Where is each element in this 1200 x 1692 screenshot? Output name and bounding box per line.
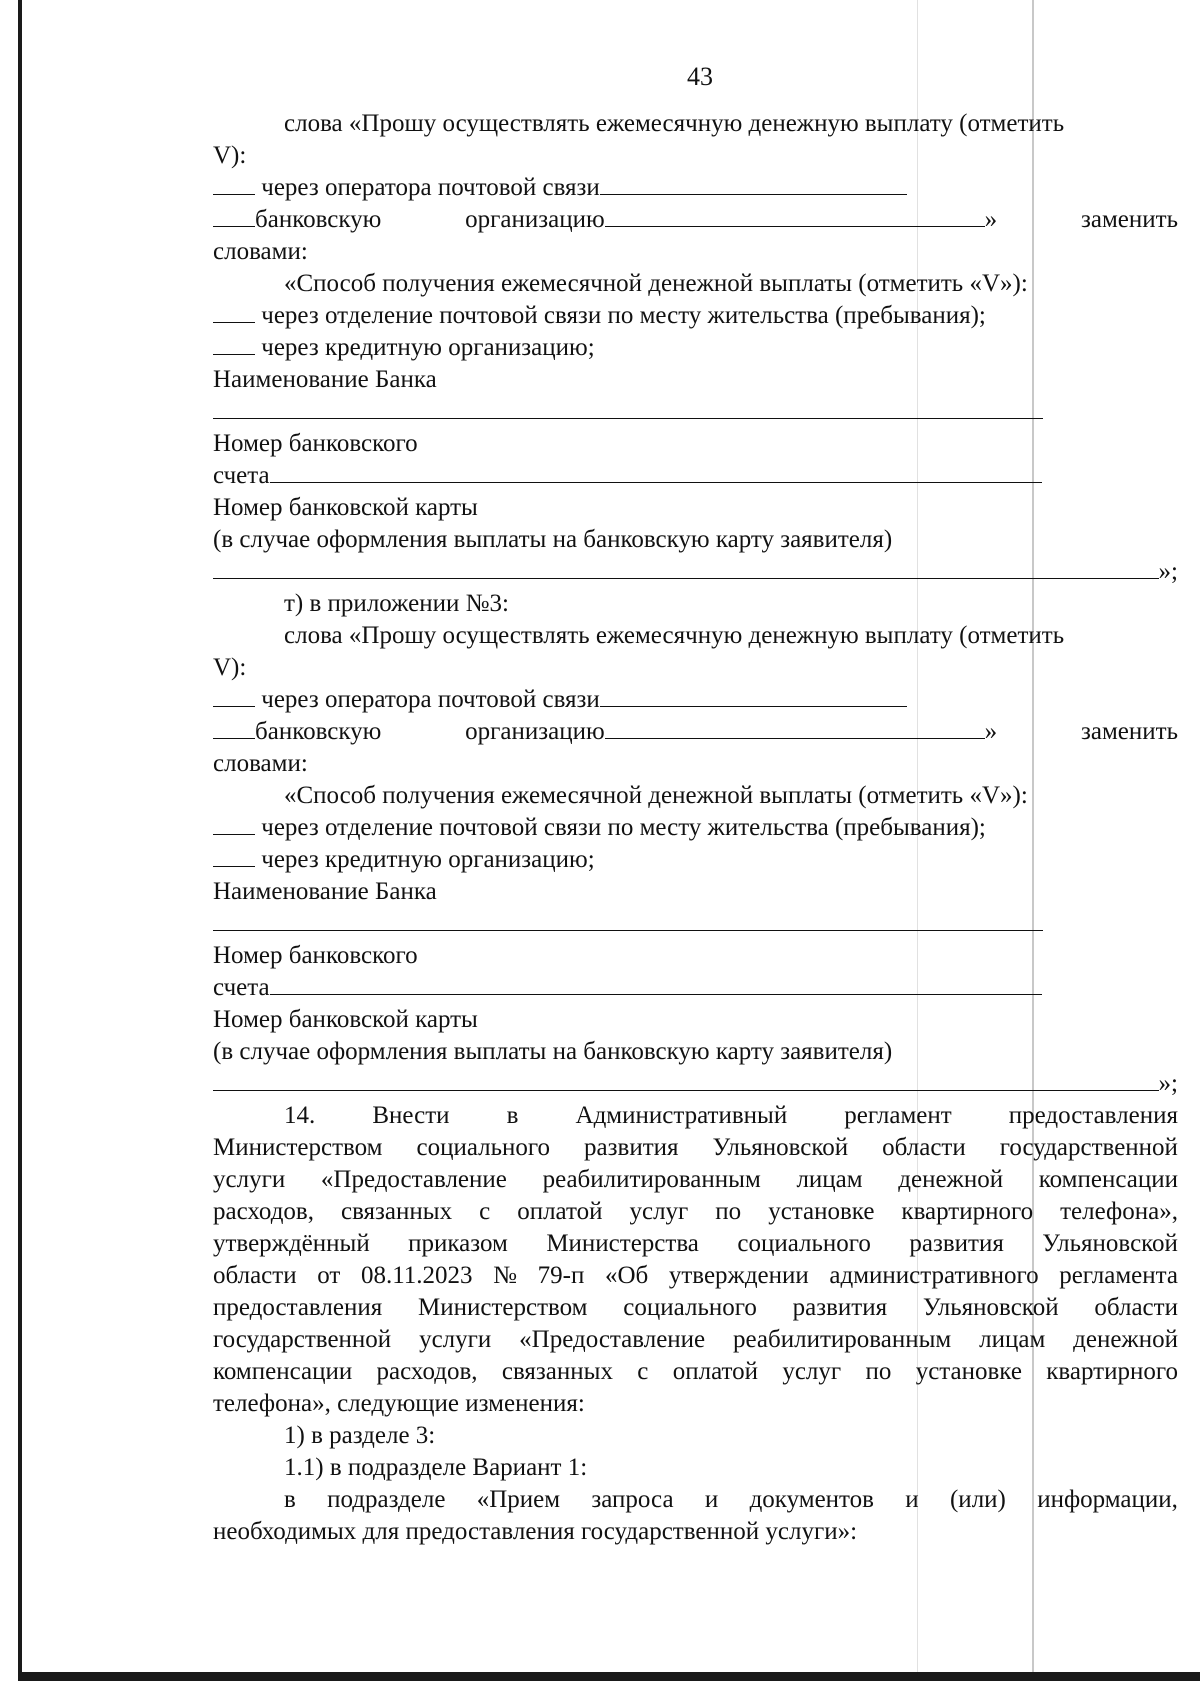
text-line: т) в приложении №3:	[284, 590, 509, 617]
account-number-blank	[270, 460, 1042, 483]
paragraph-line: области от 08.11.2023 № 79-п «Об утверждении административного регламента	[213, 1262, 1178, 1289]
blank-field	[605, 716, 985, 739]
text-line: словами:	[213, 750, 308, 777]
text-line: слова «Прошу осуществлять ежемесячную денежную выплату (отметить	[284, 110, 1065, 137]
text-line: счета	[213, 972, 1178, 1004]
text-line: через оператора почтовой связи	[213, 684, 1178, 716]
blank-field	[213, 684, 255, 707]
text-line: банковскую организацию » заменить	[213, 204, 1178, 236]
blank-field	[213, 716, 255, 739]
card-number-blank	[213, 1068, 1159, 1091]
text-line: счета	[213, 460, 1178, 492]
text-line: Наименование Банка	[213, 366, 437, 393]
blank-field	[213, 204, 255, 227]
paragraph-14-body	[213, 1132, 1178, 1388]
blank-field	[600, 684, 907, 707]
text-line: словами:	[213, 238, 308, 265]
paragraph-14-first-line: 14. Внести в Административный регламент предоставления	[284, 1102, 1178, 1129]
text-line: через кредитную организацию;	[213, 332, 1178, 364]
blank-field	[213, 844, 255, 867]
text-line: Наименование Банка	[213, 878, 437, 905]
paragraph-line: предоставления Министерством социального развития Ульяновской области	[213, 1294, 1178, 1321]
blank-field	[213, 812, 255, 835]
blank-field	[213, 332, 255, 355]
text-line: (в случае оформления выплаты на банковскую карту заявителя)	[213, 1038, 893, 1065]
blank-field	[605, 204, 985, 227]
paragraph-line: компенсации расходов, связанных с оплатой услуг по установке квартирного	[213, 1358, 1178, 1385]
account-number-blank	[270, 972, 1042, 995]
scan-edge-left	[18, 0, 22, 1678]
text-line: »;	[213, 556, 1178, 588]
text-line: через отделение почтовой связи по месту жительства (пребывания);	[213, 300, 1178, 332]
text-line: Номер банковской карты	[213, 1006, 478, 1033]
scan-edge-bottom	[18, 1672, 1200, 1681]
text-line	[213, 908, 1178, 940]
text-line: «Способ получения ежемесячной денежной выплаты (отметить «V»):	[284, 782, 1028, 809]
text-line: через отделение почтовой связи по месту жительства (пребывания);	[213, 812, 1178, 844]
text-line: Номер банковской карты	[213, 494, 478, 521]
text-line: слова «Прошу осуществлять ежемесячную денежную выплату (отметить	[284, 622, 1065, 649]
blank-field	[600, 172, 907, 195]
paragraph-line: услуги «Предоставление реабилитированным лицам денежной компенсации	[213, 1166, 1178, 1193]
text-line: «Способ получения ежемесячной денежной выплаты (отметить «V»):	[284, 270, 1028, 297]
text-line: (в случае оформления выплаты на банковскую карту заявителя)	[213, 526, 893, 553]
page-number: 43	[687, 62, 713, 91]
text-line: 1.1) в подразделе Вариант 1:	[284, 1454, 588, 1481]
text-line: Номер банковского	[213, 430, 418, 457]
document-body	[213, 108, 1178, 1548]
text-line: банковскую организацию » заменить	[213, 716, 1178, 748]
text-line	[213, 396, 1178, 428]
text-line: через кредитную организацию;	[213, 844, 1178, 876]
text-line: необходимых для предоставления государственной услуги»:	[213, 1518, 858, 1545]
paragraph-line: расходов, связанных с оплатой услуг по установке квартирного телефона»,	[213, 1198, 1178, 1225]
paragraph-line: Министерством социального развития Ульяновской области государственной	[213, 1134, 1178, 1161]
blank-field	[213, 172, 255, 195]
text-line: через оператора почтовой связи	[213, 172, 1178, 204]
bank-name-blank	[213, 396, 1043, 419]
blank-field	[213, 300, 255, 323]
text-line: V):	[213, 654, 247, 681]
paragraph-line: утверждённый приказом Министерства социального развития Ульяновской	[213, 1230, 1178, 1257]
text-line: Номер банковского	[213, 942, 418, 969]
text-line: V):	[213, 142, 247, 169]
card-number-blank	[213, 556, 1159, 579]
paragraph-line: государственной услуги «Предоставление реабилитированным лицам денежной	[213, 1326, 1178, 1353]
text-line: в подразделе «Прием запроса и документов и (или) информации,	[284, 1486, 1178, 1513]
bank-name-blank	[213, 908, 1043, 931]
text-line: телефона», следующие изменения:	[213, 1390, 585, 1417]
text-line: 1) в разделе 3:	[284, 1422, 436, 1449]
text-line: »;	[213, 1068, 1178, 1100]
